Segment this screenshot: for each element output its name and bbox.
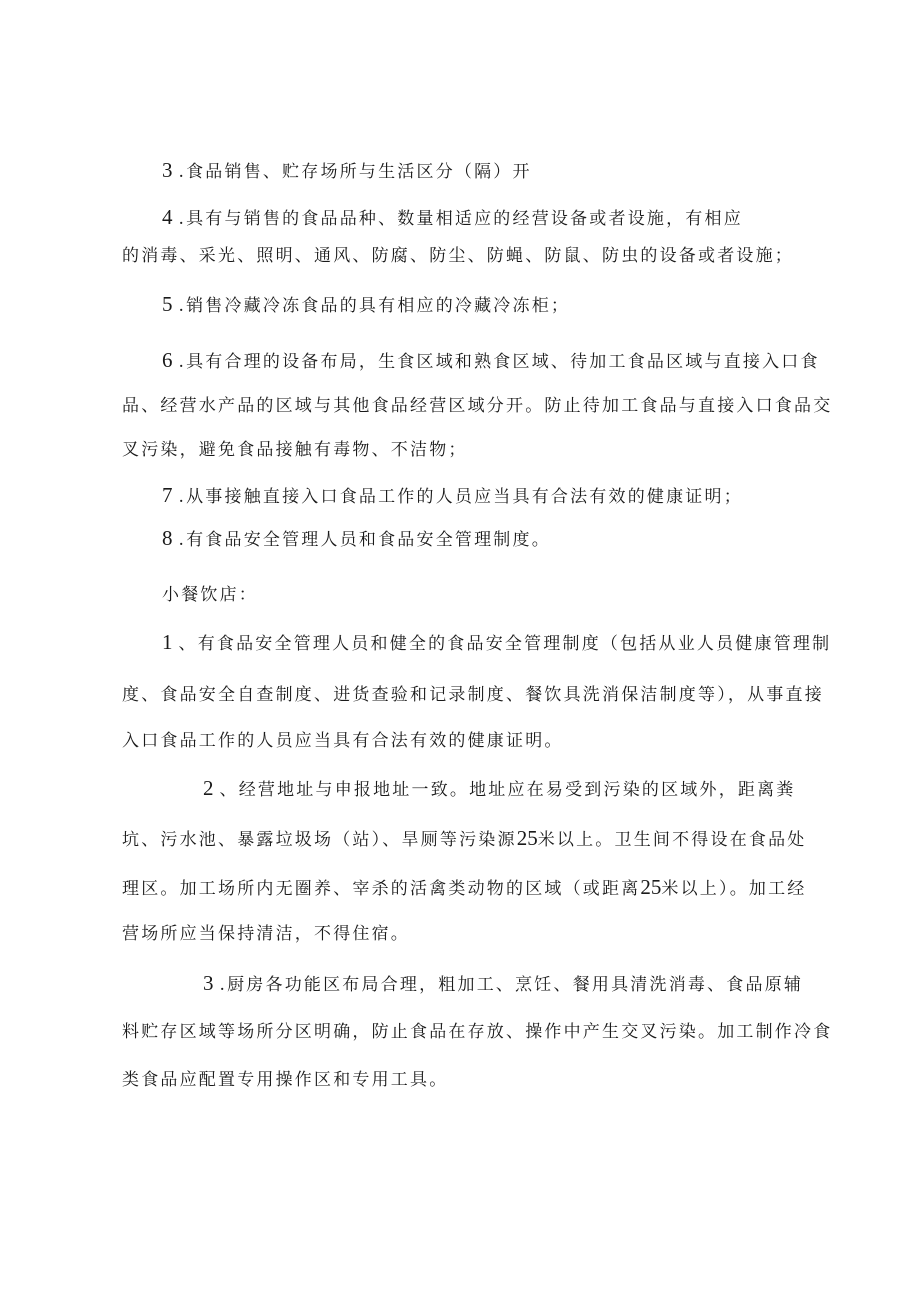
item-6-line-1 [122, 348, 820, 374]
item-text: 、经营地址与申报地址一致。地址应在易受到污染的区域外，距离粪 [219, 780, 796, 800]
item-text: .有食品安全管理人员和食品安全管理制度。 [178, 530, 551, 550]
item-number: 7 [162, 483, 173, 507]
section-heading: 小餐饮店： [162, 585, 258, 605]
item-text: 坑、污水池、暴露垃圾场（站）、旱厕等污染源 [122, 830, 517, 850]
item-text: 入口食品工作的人员应当具有合法有效的健康证明。 [122, 731, 564, 751]
item-text: .具有与销售的食品品种、数量相适应的经营设备或者设施，有相应 [178, 209, 743, 229]
item-text: 度、食品安全自查制度、进货查验和记录制度、餐饮具洗消保洁制度等），从事直接 [122, 685, 824, 705]
s3-line-1 [203, 971, 803, 997]
item-number: 6 [162, 348, 173, 372]
item-4-line-1 [162, 205, 743, 231]
s2-line-4 [122, 922, 410, 946]
s1-line-3 [122, 729, 564, 753]
s1-line-1 [122, 630, 832, 656]
s3-line-3 [122, 1068, 448, 1092]
item-5 [162, 292, 570, 318]
s2-line-1 [203, 776, 796, 802]
item-text: .具有合理的设备布局，生食区域和熟食区域、待加工食品区域与直接入口食 [178, 352, 820, 372]
item-number: 3 [203, 971, 214, 995]
item-text: 营场所应当保持清洁，不得住宿。 [122, 924, 410, 944]
item-number: 3 [162, 158, 173, 182]
item-text: 类食品应配置专用操作区和专用工具。 [122, 1070, 449, 1090]
s2-line-3 [122, 875, 807, 901]
item-text: 理区。加工场所内无圈养、宰杀的活禽类动物的区域（或距离 [122, 879, 641, 899]
item-text: 、有食品安全管理人员和健全的食品安全管理制度（包括从业人员健康管理制 [178, 634, 832, 654]
item-text: .销售冷藏冷冻食品的具有相应的冷藏冷冻柜； [178, 296, 571, 316]
item-number: 2 [203, 776, 214, 800]
item-text: 米以上）。加工经 [661, 879, 807, 899]
item-number: 8 [162, 526, 173, 550]
item-text: 的消毒、采光、照明、通风、防腐、防尘、防蝇、防鼠、防虫的设备或者设施； [122, 246, 794, 266]
item-8 [162, 526, 551, 552]
item-text: .厨房各功能区布局合理，粗加工、烹饪、餐用具清洗消毒、食品原辅 [219, 975, 804, 995]
item-3 [162, 158, 532, 184]
s3-line-2 [122, 1020, 833, 1044]
item-text: .食品销售、贮存场所与生活区分（隔）开 [178, 162, 532, 182]
s1-line-2 [122, 683, 824, 707]
item-text: 米以上。卫生间不得设在食品处 [537, 830, 807, 850]
s2-line-2 [122, 826, 807, 852]
item-number: 4 [162, 205, 173, 229]
item-number: 5 [162, 292, 173, 316]
item-6-line-3 [122, 438, 468, 462]
item-number: 1 [162, 630, 173, 654]
distance-number: 25 [516, 826, 538, 850]
item-7 [162, 483, 743, 509]
distance-number: 25 [640, 875, 662, 899]
item-4-line-2 [122, 244, 794, 268]
item-text: 料贮存区域等场所分区明确，防止食品在存放、操作中产生交叉污染。加工制作冷食 [122, 1022, 833, 1042]
item-6-line-2 [122, 394, 833, 418]
item-text: 叉污染，避免食品接触有毒物、不洁物； [122, 440, 468, 460]
item-text: .从事接触直接入口食品工作的人员应当具有合法有效的健康证明； [178, 487, 743, 507]
item-text: 品、经营水产品的区域与其他食品经营区域分开。防止待加工食品与直接入口食品交 [122, 396, 833, 416]
